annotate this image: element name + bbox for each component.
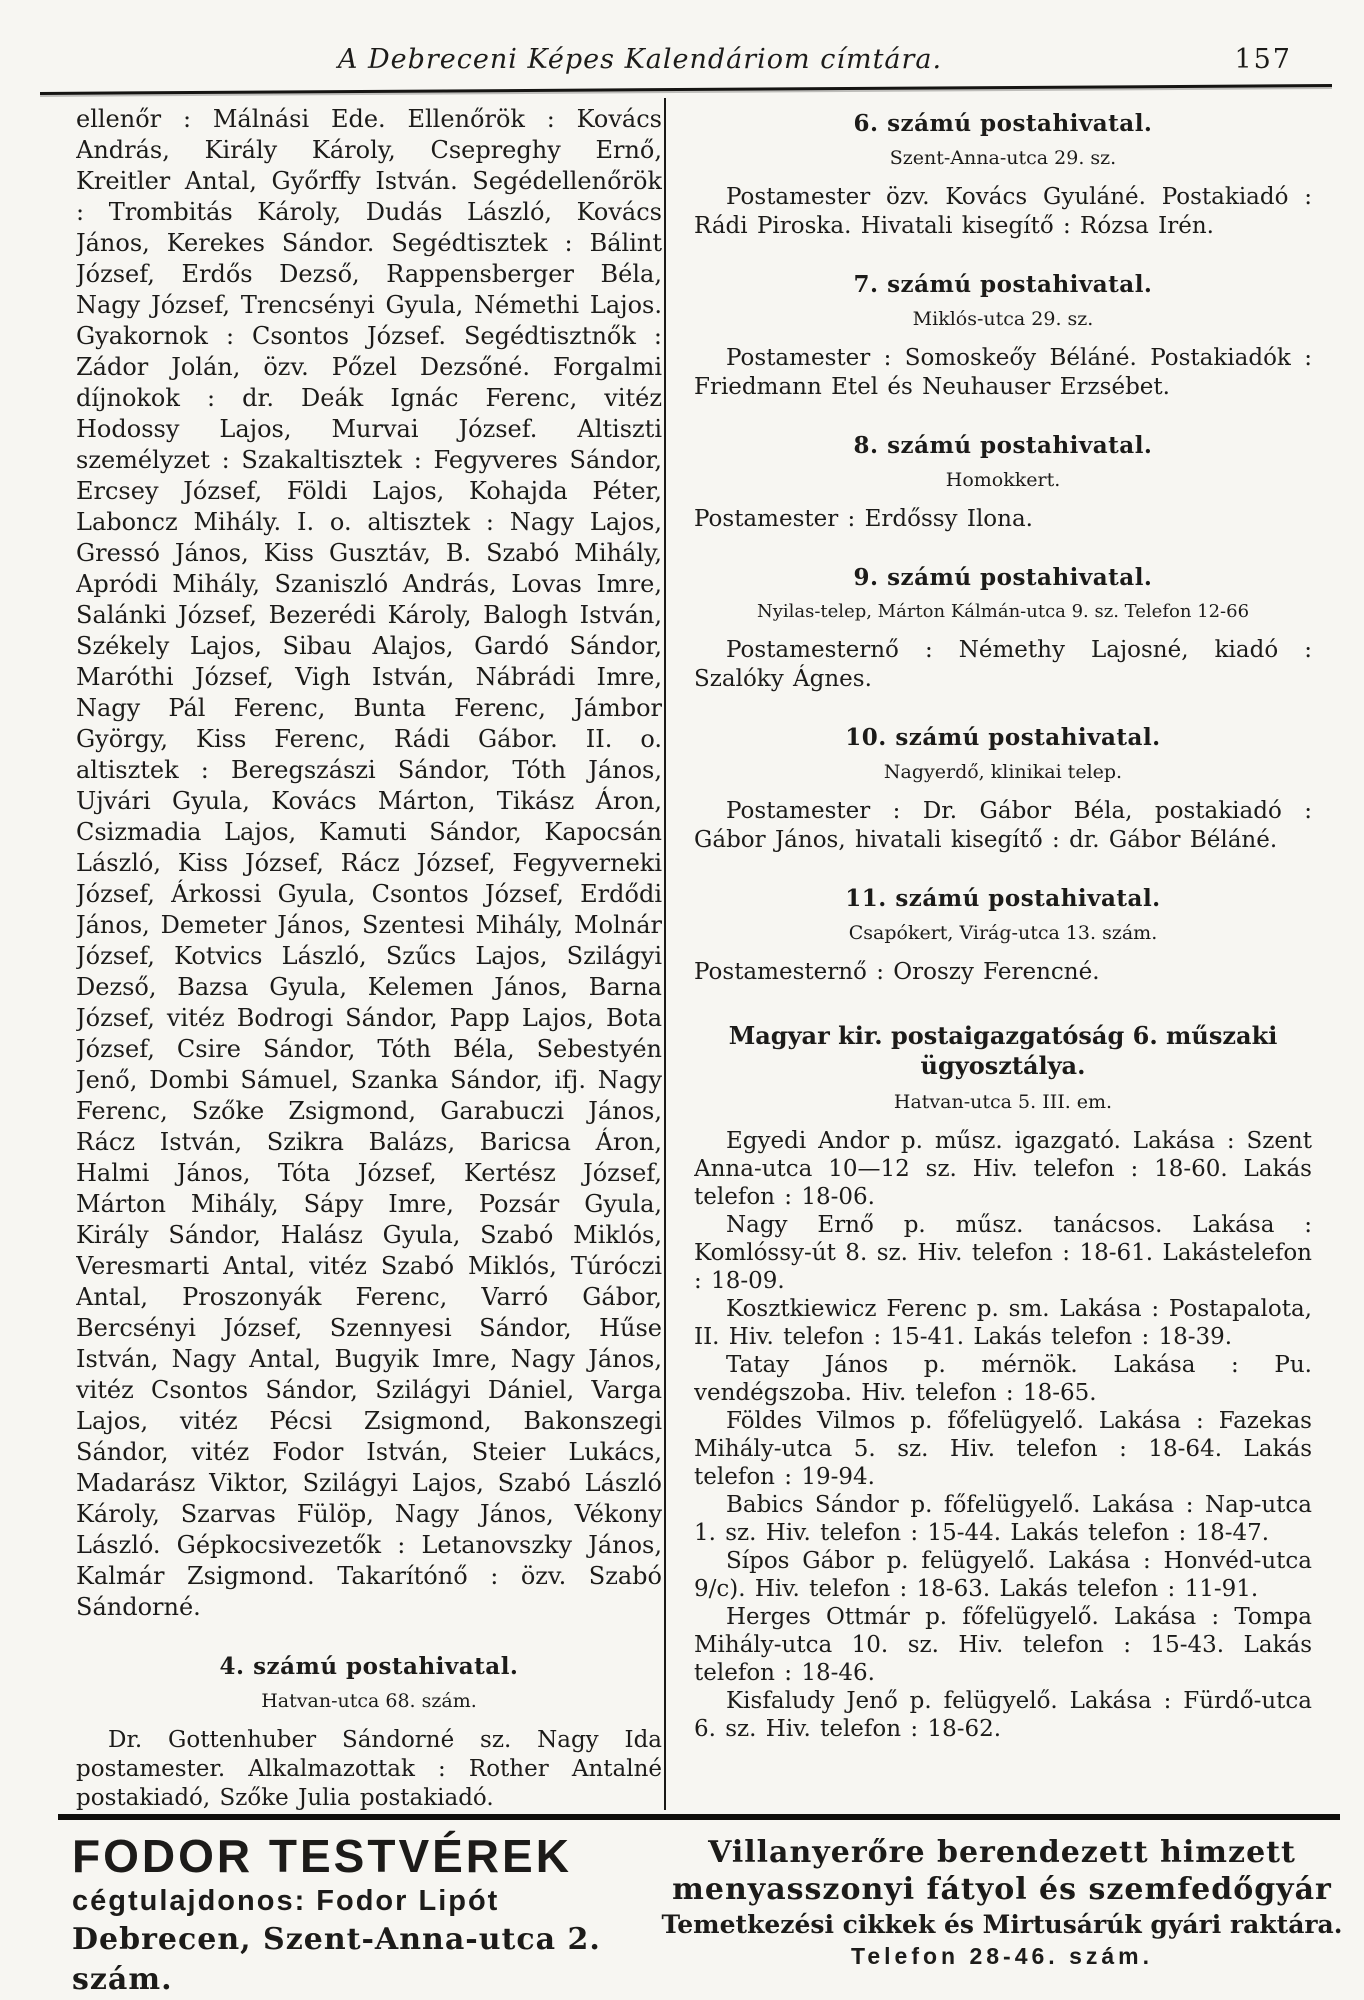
section-10-address: Nagyerdő, klinikai telep. (883, 761, 1123, 783)
section-4-address: Hatvan-utca 68. szám. (261, 1690, 477, 1712)
directorate-entry: Nagy Ernő p. műsz. tanácsos. Lakása : Komlóssy-út 8. sz. Hiv. telefon : 18-61. Lakástelefon : 18-09. (694, 1212, 1312, 1294)
directorate-entry: Sípos Gábor p. felügyelő. Lakása : Honvéd-utca 9/c). Hiv. telefon : 18-63. Lakás telefon : 11-91. (694, 1548, 1312, 1602)
post-office-section-8 (694, 432, 1312, 534)
section-8-title: 8. számú postahivatal. (853, 432, 1153, 459)
post-office-section-9 (694, 564, 1312, 694)
section-6-body: Postamester özv. Kovács Gyuláné. Postakiadó : Rádi Piroska. Hivatali kisegítő : Rózsa Irén. (694, 184, 1312, 239)
directorate-entry: Herges Ottmár p. főfelügyelő. Lakása : Tompa Mihály-utca 10. sz. Hiv. telefon : 15-43. Lakás telefon : 18-46. (694, 1604, 1312, 1686)
section-11-body: Postamesternő : Oroszy Ferencné. (694, 959, 1100, 985)
fodor-ad-address: Debrecen, Szent-Anna-utca 2. szám. (72, 1922, 601, 1997)
section-8-body: Postamester : Erdőssy Ilona. (694, 506, 1033, 532)
section-10-title: 10. számú postahivatal. (845, 724, 1161, 751)
post-office-section-7 (694, 271, 1312, 402)
ads-separator-rule (58, 1814, 1340, 1820)
veil-ad-line-3: Temetkezési cikkek és Mirtusárúk gyári raktára. (661, 1910, 1343, 1939)
directorate-entry: Földes Vilmos p. főfelügyelő. Lakása : Fazekas Mihály-utca 5. sz. Hiv. telefon : 18-64. Lakás telefon : 19-94. (694, 1408, 1312, 1490)
section-11-address: Csapókert, Virág-utca 13. szám. (848, 922, 1158, 944)
fodor-ad-company-name: FODOR TESTVÉREK (72, 1830, 572, 1882)
directorate-entry: Babics Sándor p. főfelügyelő. Lakása : Nap-utca 1. sz. Hiv. telefon : 15-44. Lakás telefon : 18-47. (694, 1492, 1312, 1546)
section-10-body: Postamester : Dr. Gábor Béla, postakiadó : Gábor János, hivatali kisegítő : dr. Gábor Béláné. (694, 798, 1312, 853)
post-office-section-10 (694, 724, 1312, 855)
right-column (694, 104, 1312, 1812)
section-4-title: 4. számú postahivatal. (219, 1653, 519, 1680)
fodor-ad-owner-line: cégtulajdonos: Fodor Lipót (72, 1885, 500, 1917)
post-office-section-6 (694, 110, 1312, 241)
directorate-entry: Tatay János p. mérnök. Lakása : Pu. vendégszoba. Hiv. telefon : 18-65. (694, 1352, 1312, 1406)
section-9-body: Postamesternő : Némethy Lajosné, kiadó : Szalóky Ágnes. (694, 637, 1312, 692)
section-6-address: Szent-Anna-utca 29. sz. (889, 147, 1117, 169)
directorate-entry: Egyedi Andor p. műsz. igazgató. Lakása : Szent Anna-utca 10—12 sz. Hiv. telefon : 18-60. Lakás telefon : 18-06. (694, 1128, 1312, 1210)
veil-ad-phone: Telefon 28-46. szám. (851, 1943, 1153, 1969)
directorate-address: Hatvan-utca 5. III. em. (893, 1091, 1113, 1113)
section-9-address: Nyilas-telep, Márton Kálmán-utca 9. sz. Telefon 12-66 (756, 601, 1250, 622)
directorate-entry: Kisfaludy Jenő p. felügyelő. Lakása : Fürdő-utca 6. sz. Hiv. telefon : 18-62. (694, 1688, 1312, 1742)
directorate-entries (694, 1127, 1312, 1743)
post-office-section-4 (76, 1653, 662, 1812)
column-divider (664, 98, 666, 1810)
section-8-address: Homokkert. (945, 469, 1061, 491)
page-title: A Debreceni Képes Kalendáriom címtára. (337, 44, 943, 75)
veil-ad-line-1: Villanyerőre berendezett himzett (708, 1835, 1296, 1870)
section-7-address: Miklós-utca 29. sz. (912, 308, 1094, 330)
section-9-title: 9. számú postahivatal. (853, 564, 1153, 591)
section-7-title: 7. számú postahivatal. (853, 271, 1153, 298)
post-office-section-11 (694, 885, 1312, 987)
veil-factory-ad (652, 1834, 1352, 1971)
section-6-title: 6. számú postahivatal. (853, 110, 1153, 137)
section-11-title: 11. számú postahivatal. (845, 885, 1161, 912)
staff-list-paragraph: ellenőr : Málnási Ede. Ellenőrök : Kovács András, Király Károly, Csepreghy Ernő, Kreitler Antal, Győrffy István. Segédellenőrök : Trombitás Károly, Dudás László, Kovács János, Kerekes Sándor. Segédtisztek : Bálint József, Erdős Dezső, Rappensberger Béla, Nagy József, Trencsényi Gyula, Némethi Lajos. Gyakornok : Csontos József. Segédtisztnők : Zádor Jolán, özv. Pőzel Dezsőné. Forgalmi díjnokok : dr. Deák Ignác Ferenc, vitéz Hodossy Lajos, Murvai József. Altiszti személyzet : Szakaltisztek : Fegyveres Sándor, Ercsey József, Földi Lajos, Kohajda Péter, Laboncz Mihály. I. o. altisztek : Nagy Lajos, Gressó János, Kiss Gusztáv, B. Szabó Mihály, Apródi Mihály, Szaniszló András, Lovas Imre, Salánki József, Bezerédi Károly, Balogh István, Székely Lajos, Sibau Alajos, Gardó Sándor, Maróthi József, Vigh István, Nábrádi Imre, Nagy Pál Ferenc, Bunta Ferenc, Jámbor György, Kiss Ferenc, Rádi Gábor. II. o. altisztek : Beregszászi Sándor, Tóth János, Ujvári Gyula, Kovács Márton, Tikász Áron, Csizmadia Lajos, Kamuti Sándor, Kapocsán László, Kiss József, Rácz József, Fegyverneki József, Árkossi Gyula, Csontos József, Erdődi János, Demeter János, Szentesi Mihály, Molnár József, Kotvics László, Szűcs Lajos, Szilágyi Dezső, Bazsa Gyula, Kelemen János, Barna József, vitéz Bodrogi Sándor, Papp Lajos, Bota József, Csire Sándor, Tóth Béla, Sebestyén Jenő, Dombi Sámuel, Szanka Sándor, ifj. Nagy Ferenc, Szőke Zsigmond, Garabuczi János, Rácz István, Szikra Balázs, Baricsa Áron, Halmi János, Tóta József, Kertész József, Márton Mihály, Sápy Imre, Pozsár Gyula, Király Sándor, Halász Gyula, Szabó Miklós, Veresmarti Antal, vitéz Szabó Miklós, Túróczi Antal, Proszonyák Ferenc, Varró Gábor, Bercsényi József, Szennyesi Sándor, Hűse István, Nagy Antal, Bugyik Imre, Nagy János, vitéz Csontos Sándor, Szilágyi Dániel, Varga Lajos, vitéz Pécsi Zsigmond, Bakonszegi Sándor, vitéz Fodor István, Steier Lukács, Madarász Viktor, Szilágyi Lajos, Szabó László Károly, Szarvas Fülöp, Nagy János, Vékony László. Gépkocsivezetők : Letanovszky János, Kalmár Zsigmond. Takarítónő : özv. Szabó Sándorné. (76, 105, 662, 1621)
postal-directorate-section (694, 1021, 1312, 1743)
section-7-body: Postamester : Somoskeőy Béláné. Postakiadók : Friedmann Etel és Neuhauser Erzsébet. (694, 345, 1312, 400)
veil-ad-line-2: menyasszonyi fátyol és szemfedőgyár (672, 1872, 1332, 1907)
fodor-brothers-ad (72, 1830, 652, 2000)
left-column (76, 104, 662, 1812)
directorate-title: Magyar kir. postaigazgatóság 6. műszaki ügyosztálya. (728, 1021, 1278, 1080)
page-number: 157 (1234, 44, 1292, 75)
section-4-body: Dr. Gottenhuber Sándorné sz. Nagy Ida postamester. Alkalmazottak : Rother Antalné postakiadó, Szőke Julia postakiadó. (76, 1727, 662, 1811)
header-rule (40, 84, 1332, 95)
directorate-entry: Kosztkiewicz Ferenc p. sm. Lakása : Postapalota, II. Hiv. telefon : 15-41. Lakás telefon : 18-39. (694, 1296, 1312, 1350)
